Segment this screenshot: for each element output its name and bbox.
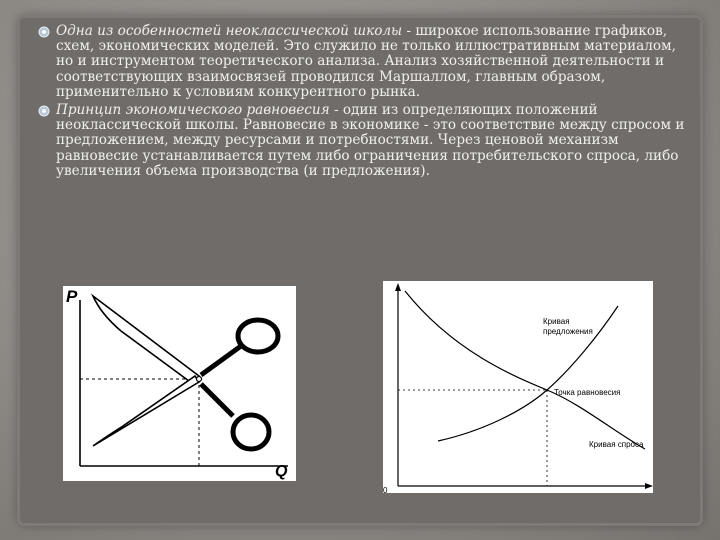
bullet-list: [38, 24, 688, 182]
x-axis-arrow: [645, 483, 653, 489]
bullet-emphasis: Одна из особенностей неоклассической школы: [56, 23, 403, 39]
y-axis-label: P: [66, 287, 78, 306]
equilibrium-figure: [383, 281, 653, 493]
scissors-blade-demand: [93, 376, 199, 446]
scissors-ring-lower: [233, 415, 269, 449]
scissors-pivot: [197, 377, 202, 382]
scissors-ring-upper: [238, 320, 278, 352]
scissors-diagram: [63, 286, 296, 481]
scissors-handle-lower: [201, 384, 233, 416]
demand-label: Кривая спроса: [589, 440, 644, 449]
diamond-bullet-icon: [38, 105, 50, 117]
diamond-bullet-icon: [38, 26, 50, 38]
bullet-emphasis: Принцип экономического равновесия: [56, 102, 330, 119]
bullet-text: - один из определяющих положений неоклассической школы. Равновесие в экономике - это соответствие между спросом и предложением, между ресурсами и потребностями. Через ценовой механизм равновесие устанавливается путем либо ограничения потребительского спроса, либо увеличения объема производства (и предложения).: [56, 102, 685, 179]
supply-label-line2: предложения: [543, 327, 593, 336]
scissors-blade-supply: [93, 296, 199, 384]
supply-label-line1: Кривая: [543, 317, 570, 326]
bullet-item: [38, 103, 688, 179]
origin-label: 0: [383, 486, 388, 493]
bullet-text: - широкое использование графиков, схем, экономических моделей. Это служило не только иллюстративным материалом, но и инструментом теоретического анализа. Анализ хозяйственной деятельности и соответствующих взаимосвязей проводился Маршаллом, главным образом, применительно к условиям конкурентного рынка.: [56, 23, 676, 100]
demand-curve: [405, 291, 645, 449]
scissors-figure: [63, 286, 296, 481]
scissors-handle-upper: [201, 346, 241, 375]
equilibrium-diagram: [383, 281, 653, 493]
y-axis-arrow: [395, 283, 401, 291]
bullet-item: [38, 24, 688, 100]
x-axis-label: Q: [275, 463, 288, 480]
equilibrium-label: Точка равновесия: [554, 388, 621, 397]
